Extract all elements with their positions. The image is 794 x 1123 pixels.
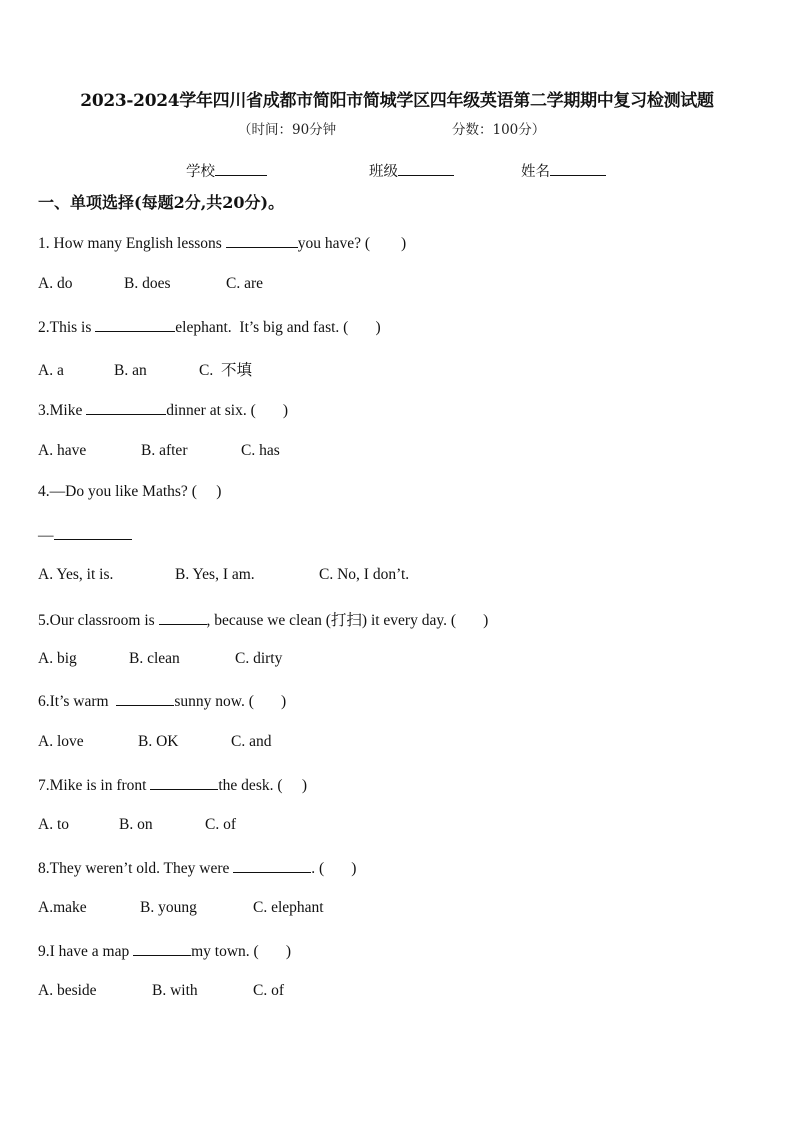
question-2 <box>38 317 381 337</box>
option-a[interactable]: A. do <box>38 275 73 292</box>
answer-blank[interactable] <box>54 525 132 540</box>
name-blank[interactable] <box>550 161 606 176</box>
school-blank[interactable] <box>215 161 267 176</box>
question-text: 7.Mike is in front <box>38 777 151 794</box>
options-3 <box>38 442 280 460</box>
options-5 <box>38 650 282 668</box>
answer-blank[interactable] <box>95 317 175 332</box>
options-4 <box>38 566 409 584</box>
option-a[interactable]: A.make <box>38 899 87 916</box>
option-a[interactable]: A. a <box>38 362 64 379</box>
class-blank[interactable] <box>398 161 454 176</box>
answer-line-4 <box>38 525 132 545</box>
question-4 <box>38 483 221 501</box>
option-b[interactable]: B. on <box>119 816 153 833</box>
school-field <box>186 160 267 181</box>
class-field <box>369 160 454 181</box>
option-b[interactable]: B. does <box>124 275 171 292</box>
question-3 <box>38 400 288 420</box>
question-8 <box>38 858 356 878</box>
option-c[interactable]: C. of <box>205 816 236 833</box>
option-c[interactable]: C. are <box>226 275 264 292</box>
question-text: elephant. It’s big and fast. ( ) <box>175 319 381 336</box>
question-text: 8.They weren’t old. They were <box>38 860 234 877</box>
question-1 <box>38 233 406 253</box>
option-c[interactable]: C. and <box>231 733 272 750</box>
answer-blank[interactable] <box>116 691 174 706</box>
total-score: 分数：100分） <box>452 122 546 138</box>
question-7 <box>38 775 307 795</box>
answer-blank[interactable] <box>159 610 207 625</box>
question-text: you have? ( ) <box>297 235 407 252</box>
question-text: dinner at six. ( ) <box>166 402 289 419</box>
question-text: 9.I have a map <box>38 943 134 960</box>
question-text: 4.—Do you like Maths? ( ) <box>38 483 222 500</box>
question-text: sunny now. ( ) <box>174 693 287 710</box>
option-a[interactable]: A. love <box>38 733 84 750</box>
option-c[interactable]: C. elephant <box>253 899 324 916</box>
options-2 <box>38 358 252 380</box>
option-b[interactable]: B. OK <box>138 733 179 750</box>
answer-blank[interactable] <box>233 858 311 873</box>
answer-blank[interactable] <box>86 400 166 415</box>
question-text: 5.Our classroom is <box>38 612 159 629</box>
question-text: my town. ( ) <box>191 943 292 960</box>
option-a[interactable]: A. Yes, it is. <box>38 566 114 583</box>
option-c[interactable]: C. has <box>241 442 280 459</box>
question-text: the desk. ( ) <box>218 777 308 794</box>
option-a[interactable]: A. have <box>38 442 87 459</box>
option-a[interactable]: A. to <box>38 816 69 833</box>
dash: — <box>38 527 54 544</box>
option-b[interactable]: B. with <box>152 982 198 999</box>
option-b[interactable]: B. an <box>114 362 147 379</box>
question-6 <box>38 691 286 711</box>
name-field <box>521 160 606 181</box>
options-7 <box>38 816 236 834</box>
options-8 <box>38 899 324 917</box>
question-5 <box>38 608 488 630</box>
option-c[interactable]: C. No, I don’t. <box>319 566 410 583</box>
option-c[interactable]: C. of <box>253 982 284 999</box>
answer-blank[interactable] <box>226 233 298 248</box>
class-label: 班级 <box>369 164 398 180</box>
exam-title: 2023-2024学年四川省成都市简阳市简城学区四年级英语第二学期期中复习检测试题 <box>80 91 714 111</box>
question-text: . ( ) <box>311 860 357 877</box>
question-text: 1. How many English lessons <box>38 235 226 252</box>
question-9 <box>38 941 291 961</box>
options-6 <box>38 733 271 751</box>
option-a[interactable]: A. beside <box>38 982 97 999</box>
time-limit: （时间：90分钟 <box>238 122 337 138</box>
name-label: 姓名 <box>521 164 550 180</box>
option-c[interactable]: C. 不填 <box>199 362 252 379</box>
options-1 <box>38 275 263 293</box>
section-title: 一、单项选择(每题2分,共20分)。 <box>38 193 285 212</box>
option-b[interactable]: B. clean <box>129 650 180 667</box>
question-text: 3.Mike <box>38 402 87 419</box>
options-9 <box>38 982 284 1000</box>
answer-blank[interactable] <box>150 775 218 790</box>
option-b[interactable]: B. after <box>141 442 188 459</box>
question-text: 6.It’s warm <box>38 693 117 710</box>
question-text: 2.This is <box>38 319 96 336</box>
answer-blank[interactable] <box>133 941 191 956</box>
option-a[interactable]: A. big <box>38 650 77 667</box>
option-b[interactable]: B. young <box>140 899 197 916</box>
option-b[interactable]: B. Yes, I am. <box>175 566 255 583</box>
option-c[interactable]: C. dirty <box>235 650 283 667</box>
school-label: 学校 <box>186 164 215 180</box>
question-text: , because we clean (打扫) it every day. ( ) <box>206 612 489 629</box>
